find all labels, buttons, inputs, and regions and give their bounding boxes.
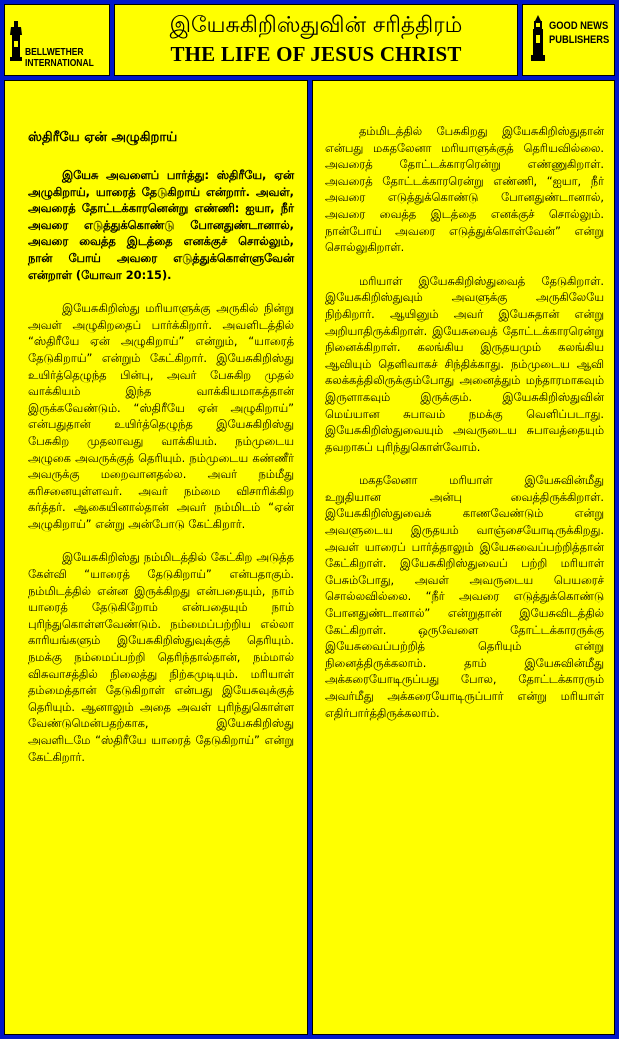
right-paragraph: மகதலேனா மரியாள் இயேசுவின்மீது உறுதியான அன்பு வைத்திருக்கிறாள். இயேசுகிறிஸ்துவைக் காணவேண்டும் என்று அவளுடைய இருதயம் வாஞ்சையோடிருக்கிறது. அவள் யாரைப் பார்த்தாலும் இயேசுவைப்பற்றித்தான் கேட்கிறாள். இயேசுகிறிஸ்துவைப் பற்றி மரியாள் பேசும்போது, அவள் அவருடைய பெயரைச் சொல்லவில்லை. “நீர் அவரை எடுத்துக்கொண்டு போனதுண்டானால்” என்றுதான் இயேசுவிடத்தில் கேட்கிறாள். ஒருவேளை தோட்டக்காரருக்கு இயேசுவைப்பற்றித் தெரியும் என்று நினைத்திருக்கலாம். தாம் இயேசுவின்மீது அக்கரையோடிருப்பது போல, தோட்டக்காரரும் அவர்மீது அக்கரையோடிருப்பார் என்று மரியாள் எதிர்பார்த்திருக்கலாம். — [325, 473, 604, 720]
bell-tower-icon — [9, 21, 23, 61]
right-column — [312, 80, 615, 1035]
logo-right-line1: GOOD NEWS — [549, 20, 609, 32]
right-paragraph: மரியாள் இயேசுகிறிஸ்துவைத் தேடுகிறாள். இயேசுகிறிஸ்துவும் அவளுக்கு அருகிலேயே நிற்கிறார். ஆயினும் அவர் இயேசுதான் என்று அறியாதிருக்கிறாள். இயேசுவைத் தோட்டக்காரரென்று நினைக்கிறாள். கலங்கிய இருதயமும் கலங்கிய ஆவியும் தெளிவாகச் சிந்திக்காது. நம்முடைய ஆவி கலக்கத்திலிருக்கும்போது அனைத்தும் மந்தாரமாகவும் இருளாகவும் இருக்கும். இயேசுகிறிஸ்துவின் மெய்யான சுபாவம் நமக்கு வெளிப்படாது. இயேசுகிறிஸ்துவையும் அவருடைய சுபாவத்தையும் தவறாகப் புரிந்துகொள்வோம். — [325, 273, 604, 454]
verse-text: இயேசு அவளைப் பார்த்து: ஸ்திரீயே, ஏன் அழுகிறாய், யாரைத் தேடுகிறாய் என்றார். அவள், அவரைத் தோட்டக்காரனென்று எண்ணி: ஐயா, நீர் அவரை எடுத்துக்கொண்டு போனதுண்டானால், அவரை வைத்த இடத்தை எனக்குச் சொல்லும், நான் போய் அவரை எடுத்துக்கொள்ளுவேன் என்றாள் — [28, 168, 294, 282]
title-banner — [114, 4, 518, 76]
bellwether-logo — [4, 4, 110, 76]
logo-left-line1: BELLWETHER — [25, 47, 84, 58]
left-paragraph: இயேசுகிறிஸ்து மரியாளுக்கு அருகில் நின்று அவள் அழுகிறதைப் பார்க்கிறார். அவளிடத்தில் “ஸ்திரீயே ஏன் அழுகிறாய்” என்றும், “யாரைத் தேடுகிறாய்” என்றும் கேட்கிறார். இயேசுகிறிஸ்து உயிர்த்தெழுந்த பின்பு, அவர் பேசுகிற முதல் வாக்கியம் இந்த வாக்கியமாகத்தான் இருக்கவேண்டும். “ஸ்திரீயே ஏன் அழுகிறாய்” என்பதுதான் உயிர்த்தெழுந்த இயேசுகிறிஸ்து பேசுகிற முதலாவது வாக்கியம். நம்முடைய அழுகை அவருக்குத் தெரியும். நம்முடைய கண்ணீர் அவருக்கு மறைவானதல்ல. அவர் நம்மீது கரிசனையுள்ளவர். அவர் நம்மை விசாரிக்கிற கர்த்தர். ஆகையினால்தான் அவர் நம்மிடம் “ஏன் அழுகிறாய்” என்று அன்போடு கேட்கிறார். — [28, 301, 294, 531]
good-news-logo — [522, 4, 615, 76]
logo-left-line2: INTERNATIONAL — [25, 58, 94, 69]
verse-reference: (யோவா 20:15). — [75, 267, 172, 282]
article-heading: ஸ்திரீயே ஏன் அழுகிறாய் — [28, 130, 178, 145]
right-paragraph: தம்மிடத்தில் பேசுகிறது இயேசுகிறிஸ்துதான் என்பது மகதலேனா மரியாளுக்குத் தெரியவில்லை. அவரைத் தோட்டக்காரரென்று எண்ணுகிறாள். அவரைத் தோட்டக்காரரென்று எண்ணி, “ஐயா, நீர் அவரை எடுத்துக்கொண்டு போனதுண்டானால், அவரை வைத்த இடத்தை எனக்குச் சொல்லும். நான்போய் அவரை எடுத்துக்கொள்வேன்” என்று சொல்லுகிறாள். — [325, 124, 604, 255]
title-tamil: இயேசுகிறிஸ்துவின் சரித்திரம் — [169, 13, 463, 38]
verse-paragraph — [28, 167, 294, 283]
left-paragraph: இயேசுகிறிஸ்து நம்மிடத்தில் கேட்கிற அடுத்த கேள்வி “யாரைத் தேடுகிறாய்” என்பதாகும். நம்மிடத்தில் என்ன இருக்கிறது என்பதையும், நாம் யாரைத் தேடுகிறோம் என்பதையும் நாம் புரிந்துகொள்ளவேண்டும். நம்மைப்பற்றிய எல்லா காரியங்களும் இயேசுகிறிஸ்துவுக்குத் தெரியும். நமக்கு நம்மைப்பற்றி தெரிந்தால்தான், நம்மால் விசுவாசத்தில் நிலைத்து நிற்கமுடியும். மரியாள் தம்மைத்தான் தேடுகிறாள் என்பது இயேசுவுக்குத் தெரியும். ஆனாலும் அதை அவள் புரிந்துகொள்ள வேண்டுமென்பதற்காக, இயேசுகிறிஸ்து அவளிடமே “ஸ்திரீயே யாரைத் தேடுகிறாய்” என்று கேட்கிறார். — [28, 550, 294, 764]
logo-right-line2: PUBLISHERS — [549, 34, 610, 46]
title-english: THE LIFE OF JESUS CHRIST — [170, 42, 462, 66]
left-column — [4, 80, 308, 1035]
tower-icon — [530, 15, 546, 61]
